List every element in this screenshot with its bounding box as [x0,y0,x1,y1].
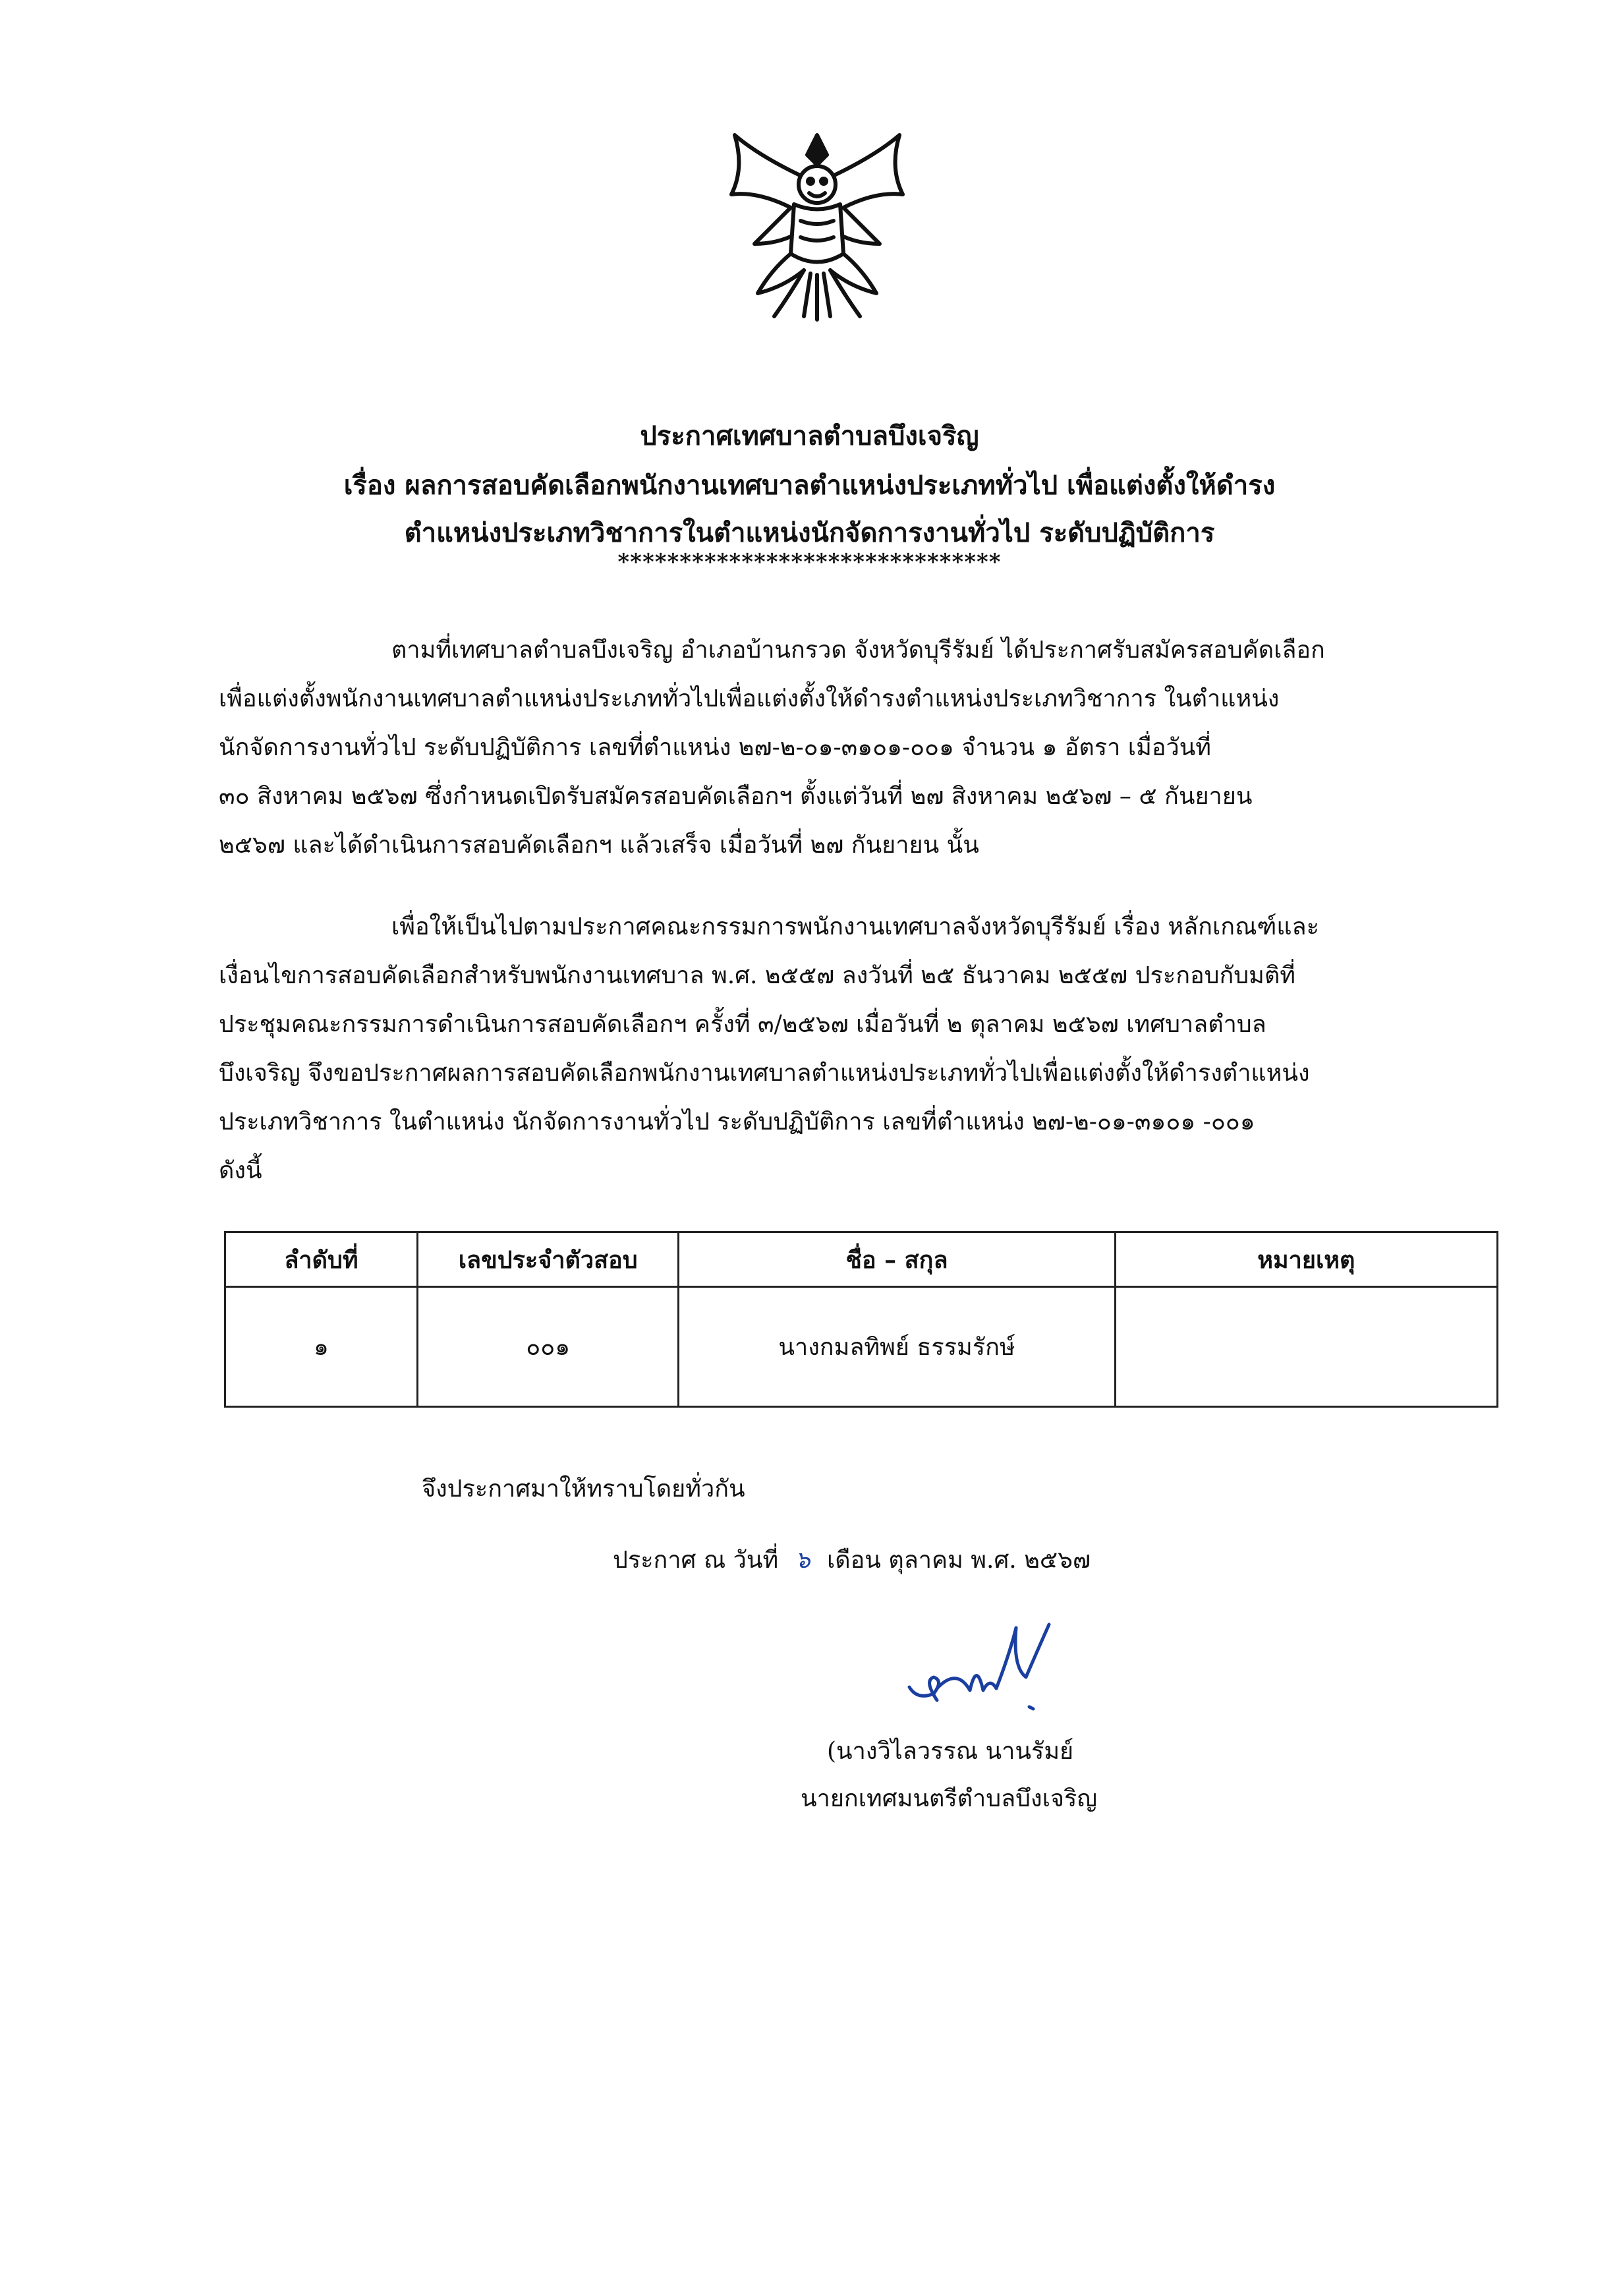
signatory-name: (นางวิไลวรรณ นานรัมย์ [827,1738,1074,1765]
header-full-name: ชื่อ – สกุล [679,1232,1115,1287]
asterisk-divider: ******************************* [617,549,1002,575]
cell-remark [1115,1287,1497,1407]
header-remark: หมายเหตุ [1115,1232,1497,1287]
garuda-emblem [718,129,916,326]
header-exam-id: เลขประจำตัวสอบ [417,1232,679,1287]
subject-line-continued: ตำแหน่งประเภทวิชาการในตำแหน่งนักจัดการงานทั่วไป ระดับปฏิบัติการ [404,517,1215,548]
date-day: ๖ [795,1547,810,1574]
date-suffix: เดือน ตุลาคม พ.ศ. ๒๕๖๗ [827,1547,1091,1574]
signatory-title: นายกเทศมนตรีตำบลบึงเจริญ [801,1785,1097,1812]
paragraph-line: เพื่อให้เป็นไปตามประกาศคณะกรรมการพนักงานเทศบาลจังหวัดบุรีรัมย์ เรื่อง หลักเกณฑ์และ [391,913,1319,940]
paragraph-line: ดังนี้ [219,1157,262,1184]
intro-paragraph [219,626,1498,870]
paragraph-line: ประเภทวิชาการ ในตำแหน่ง นักจัดการงานทั่วไป ระดับปฏิบัติการ เลขที่ตำแหน่ง ๒๗-๒-๐๑-๓๑๐๑ -๐๐๑ [219,1108,1255,1135]
paragraph-line: ประชุมคณะกรรมการดำเนินการสอบคัดเลือกฯ ครั้งที่ ๓/๒๕๖๗ เมื่อวันที่ ๒ ตุลาคม ๒๕๖๗ เทศบาลตำบล [219,1011,1266,1038]
cell-exam-id: ๐๐๑ [417,1287,679,1407]
results-table [224,1231,1498,1408]
table-header-row [225,1232,1498,1287]
result-paragraph [219,903,1498,1195]
paragraph-line: ตามที่เทศบาลตำบลบึงเจริญ อำเภอบ้านกรวด จังหวัดบุรีรัมย์ ได้ประกาศรับสมัครสอบคัดเลือก [391,637,1325,664]
handwritten-signature [897,1615,1069,1720]
date-prefix: ประกาศ ณ วันที่ [613,1547,779,1574]
cell-order: ๑ [225,1287,418,1407]
paragraph-line: ๓๐ สิงหาคม ๒๕๖๗ ซึ่งกำหนดเปิดรับสมัครสอบคัดเลือกฯ ตั้งแต่วันที่ ๒๗ สิงหาคม ๒๕๖๗ – ๕ กันยายน [219,783,1253,810]
closing-statement: จึงประกาศมาให้ทราบโดยทั่วกัน [422,1476,745,1503]
paragraph-line: นักจัดการงานทั่วไป ระดับปฏิบัติการ เลขที่ตำแหน่ง ๒๗-๒-๐๑-๓๑๐๑-๐๐๑ จำนวน ๑ อัตรา เมื่อวันที่ [219,734,1212,761]
paragraph-line: เงื่อนไขการสอบคัดเลือกสำหรับพนักงานเทศบาล พ.ศ. ๒๕๕๗ ลงวันที่ ๒๕ ธันวาคม ๒๕๕๗ ประกอบกับมติที่ [219,962,1295,989]
paragraph-line: บึงเจริญ จึงขอประกาศผลการสอบคัดเลือกพนักงานเทศบาลตำแหน่งประเภททั่วไปเพื่อแต่งตั้งให้ดำรงตำแหน่ง [219,1060,1310,1087]
paragraph-line: ๒๕๖๗ และได้ดำเนินการสอบคัดเลือกฯ แล้วเสร็จ เมื่อวันที่ ๒๗ กันยายน นั้น [219,832,979,859]
announcement-date [613,1541,1091,1580]
paragraph-line: เพื่อแต่งตั้งพนักงานเทศบาลตำแหน่งประเภททั่วไปเพื่อแต่งตั้งให้ดำรงตำแหน่งประเภทวิชาการ ในตำแหน่ง [219,685,1280,712]
subject-line: เรื่อง ผลการสอบคัดเลือกพนักงานเทศบาลตำแหน่งประเภททั่วไป เพื่อแต่งตั้งให้ดำรง [343,470,1276,501]
header-order: ลำดับที่ [225,1232,418,1287]
cell-full-name: นางกมลทิพย์ ธรรมรักษ์ [679,1287,1115,1407]
table-row [225,1287,1498,1407]
document-title: ประกาศเทศบาลตำบลบึงเจริญ [640,420,979,451]
